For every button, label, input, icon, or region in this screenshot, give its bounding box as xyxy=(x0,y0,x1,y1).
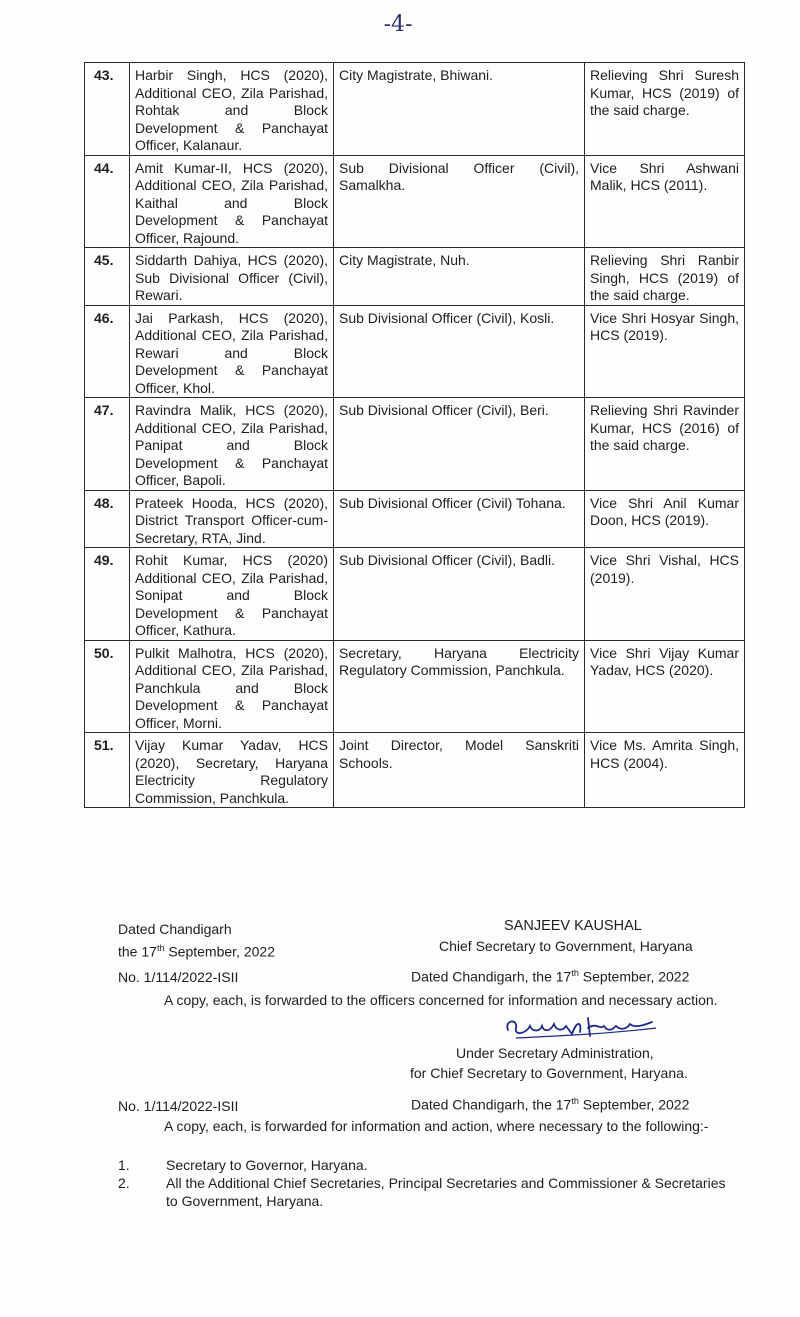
list-item xyxy=(118,1156,726,1174)
posting-cell: Sub Divisional Officer (Civil) Tohana. xyxy=(334,490,585,548)
table-row xyxy=(85,640,745,733)
serial-number-cell: 48. xyxy=(85,490,130,548)
table-row xyxy=(85,248,745,306)
postings-table xyxy=(84,62,745,808)
list-item xyxy=(118,1174,726,1210)
officer-name-cell: Prateek Hooda, HCS (2020), District Transport Officer-cum-Secretary, RTA, Jind. xyxy=(130,490,334,548)
endorsement-1-date: Dated Chandigarh, the 17th September, 2022 xyxy=(411,968,690,985)
remarks-cell: Relieving Shri Ranbir Singh, HCS (2019) of the said charge. xyxy=(585,248,745,306)
list-item-number: 1. xyxy=(118,1157,130,1173)
serial-number-cell: 45. xyxy=(85,248,130,306)
list-item-text: Secretary to Governor, Haryana. xyxy=(166,1157,368,1173)
page-number: -4- xyxy=(383,12,413,37)
serial-number-cell: 43. xyxy=(85,63,130,156)
endorsement-2-text: A copy, each, is forwarded for information and action, where necessary to the following:- xyxy=(164,1118,709,1134)
serial-number-cell: 46. xyxy=(85,305,130,398)
posting-cell: Sub Divisional Officer (Civil), Samalkha. xyxy=(334,155,585,248)
list-item-text: All the Additional Chief Secretaries, Principal Secretaries and Commissioner & Secretaries to Government, Haryana. xyxy=(166,1175,726,1209)
table-row xyxy=(85,305,745,398)
under-secretary-line-1: Under Secretary Administration, xyxy=(456,1045,654,1061)
posting-cell: City Magistrate, Nuh. xyxy=(334,248,585,306)
handwritten-signature xyxy=(496,1010,666,1044)
posting-cell: City Magistrate, Bhiwani. xyxy=(334,63,585,156)
officer-name-cell: Harbir Singh, HCS (2020), Additional CEO, Zila Parishad, Rohtak and Block Development & Panchayat Officer, Kalanaur. xyxy=(130,63,334,156)
list-item-number: 2. xyxy=(118,1175,130,1191)
serial-number-cell: 47. xyxy=(85,398,130,491)
remarks-cell: Vice Shri Vijay Kumar Yadav, HCS (2020). xyxy=(585,640,745,733)
serial-number-cell: 49. xyxy=(85,548,130,641)
signatory-name: SANJEEV KAUSHAL xyxy=(504,918,642,934)
table-row xyxy=(85,155,745,248)
endorsement-2-number: No. 1/114/2022-ISII xyxy=(118,1098,239,1114)
dated-left-2: the 17th September, 2022 xyxy=(118,943,275,960)
remarks-cell: Relieving Shri Ravinder Kumar, HCS (2016) of the said charge. xyxy=(585,398,745,491)
table-row xyxy=(85,398,745,491)
endorsement-2-date: Dated Chandigarh, the 17th September, 2022 xyxy=(411,1096,690,1113)
remarks-cell: Vice Ms. Amrita Singh, HCS (2004). xyxy=(585,733,745,808)
table-row xyxy=(85,733,745,808)
officer-name-cell: Jai Parkash, HCS (2020), Additional CEO, Zila Parishad, Rewari and Block Development & Panchayat Officer, Khol. xyxy=(130,305,334,398)
officer-name-cell: Siddarth Dahiya, HCS (2020), Sub Divisional Officer (Civil), Rewari. xyxy=(130,248,334,306)
posting-cell: Sub Divisional Officer (Civil), Kosli. xyxy=(334,305,585,398)
table-row xyxy=(85,63,745,156)
endorsement-1-number: No. 1/114/2022-ISII xyxy=(118,969,239,985)
signatory-title: Chief Secretary to Government, Haryana xyxy=(439,938,693,954)
table-row xyxy=(85,490,745,548)
posting-cell: Sub Divisional Officer (Civil), Badli. xyxy=(334,548,585,641)
remarks-cell: Vice Shri Ashwani Malik, HCS (2011). xyxy=(585,155,745,248)
posting-cell: Secretary, Haryana Electricity Regulatory Commission, Panchkula. xyxy=(334,640,585,733)
remarks-cell: Vice Shri Hosyar Singh, HCS (2019). xyxy=(585,305,745,398)
officer-name-cell: Pulkit Malhotra, HCS (2020), Additional CEO, Zila Parishad, Panchkula and Block Development & Panchayat Officer, Morni. xyxy=(130,640,334,733)
officer-name-cell: Vijay Kumar Yadav, HCS (2020), Secretary, Haryana Electricity Regulatory Commission, Panchkula. xyxy=(130,733,334,808)
serial-number-cell: 44. xyxy=(85,155,130,248)
remarks-cell: Vice Shri Anil Kumar Doon, HCS (2019). xyxy=(585,490,745,548)
posting-cell: Sub Divisional Officer (Civil), Beri. xyxy=(334,398,585,491)
serial-number-cell: 51. xyxy=(85,733,130,808)
remarks-cell: Vice Shri Vishal, HCS (2019). xyxy=(585,548,745,641)
posting-cell: Joint Director, Model Sanskriti Schools. xyxy=(334,733,585,808)
remarks-cell: Relieving Shri Suresh Kumar, HCS (2019) of the said charge. xyxy=(585,63,745,156)
dated-left-1: Dated Chandigarh xyxy=(118,921,232,937)
officer-name-cell: Rohit Kumar, HCS (2020) Additional CEO, Zila Parishad, Sonipat and Block Development & Panchayat Officer, Kathura. xyxy=(130,548,334,641)
serial-number-cell: 50. xyxy=(85,640,130,733)
endorsement-1-text: A copy, each, is forwarded to the officers concerned for information and necessary action. xyxy=(164,992,718,1008)
officer-name-cell: Amit Kumar-II, HCS (2020), Additional CEO, Zila Parishad, Kaithal and Block Development & Panchayat Officer, Rajound. xyxy=(130,155,334,248)
under-secretary-line-2: for Chief Secretary to Government, Haryana. xyxy=(410,1065,688,1081)
table-row xyxy=(85,548,745,641)
officer-name-cell: Ravindra Malik, HCS (2020), Additional CEO, Zila Parishad, Panipat and Block Development & Panchayat Officer, Bapoli. xyxy=(130,398,334,491)
